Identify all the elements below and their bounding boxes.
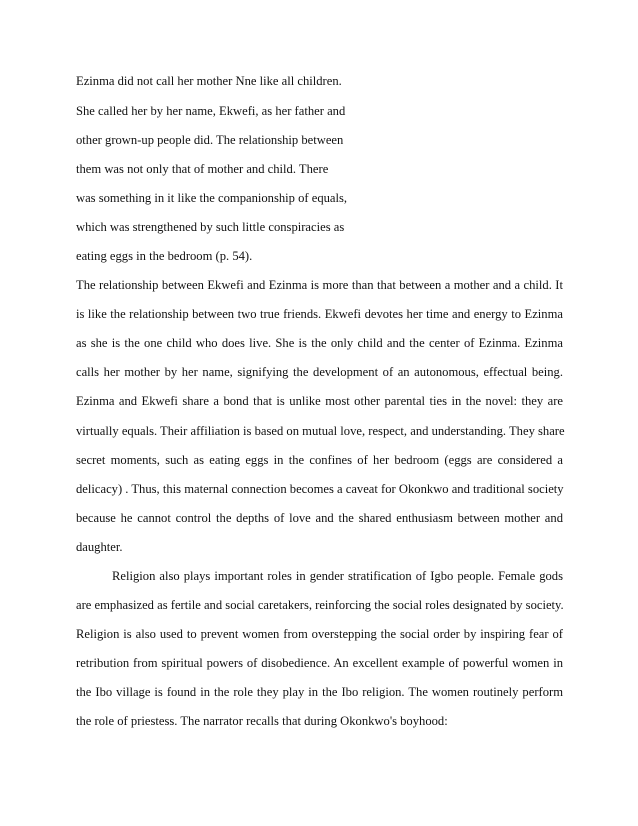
quote-line: eating eggs in the bedroom (p. 54). — [76, 249, 253, 263]
paragraph-line: calls her mother by her name, signifying the development of an autonomous, effectual being. — [76, 365, 563, 379]
paragraph-line: Ezinma and Ekwefi share a bond that is unlike most other parental ties in the novel: they are — [76, 394, 563, 408]
quote-line: which was strengthened by such little conspiracies as — [76, 220, 345, 234]
paragraph-line: daughter. — [76, 540, 123, 554]
quote-line: She called her by her name, Ekwefi, as her father and — [76, 104, 346, 118]
paragraph-line: because he cannot control the depths of love and the shared enthusiasm between mother and — [76, 511, 563, 525]
paragraph-line: are emphasized as fertile and social caretakers, reinforcing the social roles designated by society. — [76, 598, 564, 612]
paragraph-line: as she is the one child who does live. She is the only child and the center of Ezinma. Ezinma — [76, 336, 563, 350]
paragraph-line: secret moments, such as eating eggs in the confines of her bedroom (eggs are considered a — [76, 453, 563, 467]
paragraph-line: Religion also plays important roles in gender stratification of Igbo people. Female gods — [112, 569, 563, 583]
paragraph-line: The relationship between Ekwefi and Ezinma is more than that between a mother and a child. It — [76, 278, 563, 292]
quote-line: was something in it like the companionship of equals, — [76, 191, 348, 205]
paragraph-line: delicacy) . Thus, this maternal connection becomes a caveat for Okonkwo and traditional society — [76, 482, 564, 496]
paragraph-line: the role of priestess. The narrator recalls that during Okonkwo's boyhood: — [76, 714, 448, 728]
quote-line: other grown-up people did. The relationship between — [76, 133, 344, 147]
paragraph-line: is like the relationship between two true friends. Ekwefi devotes her time and energy to Ezinma — [76, 307, 563, 321]
paragraph-line: the Ibo village is found in the role they play in the Ibo religion. The women routinely perform — [76, 685, 563, 699]
quote-line: Ezinma did not call her mother Nne like all children. — [76, 74, 342, 88]
paragraph-line: Religion is also used to prevent women from overstepping the social order by inspiring fear of — [76, 627, 563, 641]
quote-line: them was not only that of mother and child. There — [76, 162, 329, 176]
paragraph-line: virtually equals. Their affiliation is based on mutual love, respect, and understanding. They share — [76, 424, 565, 438]
paragraph-line: retribution from spiritual powers of disobedience. An excellent example of powerful women in — [76, 656, 563, 670]
